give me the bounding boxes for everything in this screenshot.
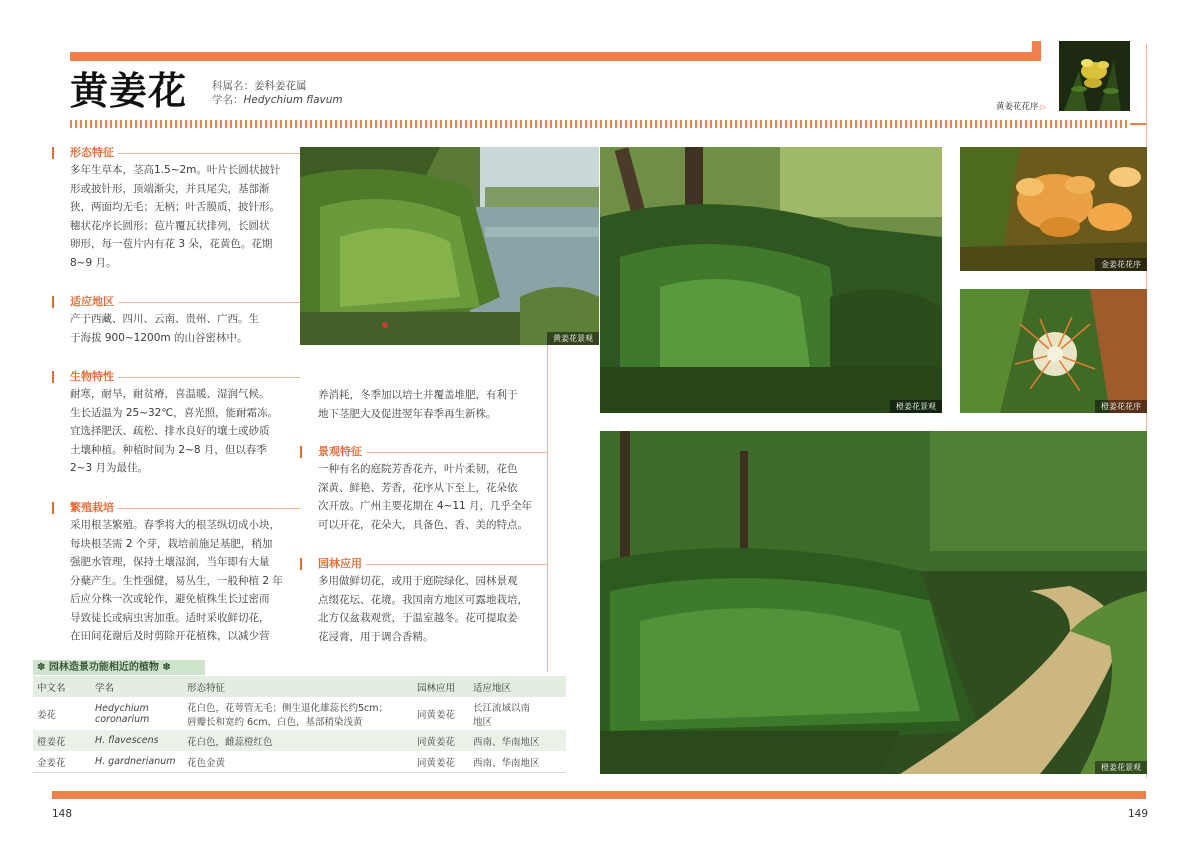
morphology-text <box>70 161 310 272</box>
photo-caption: 金姜花花序 <box>1095 258 1147 271</box>
header-bar-hook <box>1032 41 1041 61</box>
text-line: 产于西藏、四川、云南、贵州、广西。生 <box>70 313 259 325</box>
text-line: 强肥水管理，保持土壤湿润，当年即有大量 <box>70 556 270 568</box>
page-number-left: 148 <box>52 808 73 820</box>
text-line: 穗状花序长圆形；苞片覆瓦状排列，长圆状 <box>70 219 270 232</box>
text-line: 耐寒，耐旱，耐贫瘠，喜温暖、湿润气候。 <box>70 388 270 400</box>
cell-line: 花白色，花萼管无毛；侧生退化雄蕊长约5cm； <box>187 702 389 714</box>
section-heading-garden: 园林应用 <box>318 557 362 570</box>
biology-text <box>70 385 310 478</box>
family-value: 姜科姜花属 <box>254 80 307 92</box>
photo-caption: 橙姜花景观 <box>1095 761 1147 774</box>
text-line: 地下茎肥大及促进翌年春季再生新株。 <box>318 407 497 420</box>
cell-chinese-name: 橙姜花 <box>33 730 91 751</box>
cell-chinese-name: 姜花 <box>33 697 91 730</box>
column-header: 中文名 <box>33 676 91 697</box>
photo-orange-ginger-landscape-1-image <box>600 147 942 413</box>
cell-garden-use: 同黄姜花 <box>413 751 469 772</box>
table-bottom-rule <box>33 772 566 773</box>
cell-scientific-name <box>91 697 183 730</box>
text-line: 分蘖产生。生性强健，易丛生，一般种植 2 年 <box>70 574 283 587</box>
scientific-value: Hedychium flavum <box>243 94 343 106</box>
section-heading-distribution: 适应地区 <box>70 295 114 308</box>
photo-orange-ginger-landscape-2-image <box>600 431 1147 774</box>
inflorescence-thumbnail <box>1059 41 1130 111</box>
text-line: 深黄、鲜艳、芳香，花序从下至上，花朵依 <box>318 481 518 494</box>
column-header: 适应地区 <box>469 676 566 697</box>
text-line: 北方仅盆栽观赏，于温室越冬。花可提取姜 <box>318 612 518 624</box>
thumbnail-caption <box>996 101 1046 113</box>
section-marker <box>52 502 54 514</box>
column-header: 形态特征 <box>183 676 413 697</box>
cell-chinese-name: 金姜花 <box>33 751 91 772</box>
text-line: 点缀花坛、花境。我国南方地区可露地栽培， <box>318 593 528 606</box>
text-line: 狭，两面均无毛；无柄；叶舌膜质，披针形。 <box>70 201 280 213</box>
column-rule <box>547 345 548 672</box>
header-ruler-tail <box>1130 123 1146 125</box>
cell-scientific-name: H. flavescens <box>91 730 183 751</box>
section-marker <box>52 296 54 308</box>
text-line: 多年生草本，茎高1.5~2m。叶片长圆状披针 <box>70 164 281 176</box>
text-line: 一种有名的庭院芳香花卉，叶片柔韧，花色 <box>318 463 518 475</box>
section-marker <box>300 558 302 570</box>
text-line: 于海拔 900~1200m 的山谷密林中。 <box>70 331 248 344</box>
cell-garden-use: 同黄姜花 <box>413 730 469 751</box>
section-marker <box>52 371 54 383</box>
family-label: 科属名： <box>212 80 254 92</box>
triangle-icon: ▷ <box>1040 103 1046 111</box>
cell-line: coronarium <box>95 713 150 725</box>
section-heading-morphology: 形态特征 <box>70 146 114 159</box>
photo-orange-ginger-inflorescence-image <box>960 289 1147 413</box>
photo-yellow-ginger-landscape-image <box>300 147 599 345</box>
cell-garden-use: 同黄姜花 <box>413 697 469 730</box>
column-header: 园林应用 <box>413 676 469 697</box>
table-header-row <box>33 676 566 697</box>
photo-caption: 橙姜花景观 <box>890 400 942 413</box>
landscape-text <box>318 460 548 534</box>
text-line: 导致徒长或病虫害加重。适时采收鲜切花， <box>70 611 270 624</box>
cell-region <box>469 697 566 730</box>
cell-morphology: 花白色，雌蕊橙红色 <box>183 730 413 751</box>
photo-golden-ginger-inflorescence-image <box>960 147 1147 271</box>
text-line: 土壤种植。种植时间为 2~8 月，但以春季 <box>70 443 267 456</box>
text-line: 花浸膏，用于调合香精。 <box>318 630 434 643</box>
photo-orange-ginger-landscape-2 <box>600 431 1147 774</box>
section-marker <box>52 147 54 159</box>
photo-yellow-ginger-landscape <box>300 147 599 345</box>
section-rule <box>118 508 300 509</box>
section-heading-propagation: 繁殖栽培 <box>70 501 114 514</box>
column-header: 学名 <box>91 676 183 697</box>
photo-caption: 橙姜花花序 <box>1095 400 1147 413</box>
text-line: 卵形，每一苞片内有花 3 朵，花黄色。花期 <box>70 238 273 250</box>
text-line: 次开放。广州主要花期在 4~11 月，几乎全年 <box>318 500 533 512</box>
header-bar <box>70 52 1038 61</box>
family-line <box>212 79 307 94</box>
propagation-text <box>70 516 310 646</box>
text-line: 采用根茎繁殖。春季将大的根茎纵切成小块， <box>70 519 280 531</box>
table-row <box>33 751 566 772</box>
text-line: 后应分株一次或轮作，避免植株生长过密而 <box>70 593 270 605</box>
scientific-name-line <box>212 93 343 108</box>
photo-orange-ginger-landscape-1 <box>600 147 942 413</box>
text-line: 8~9 月。 <box>70 256 117 269</box>
section-heading-landscape: 景观特征 <box>318 445 362 458</box>
cell-region: 西南、华南地区 <box>469 751 566 772</box>
garden-text <box>318 572 548 646</box>
propagation-continued-text <box>318 386 548 423</box>
section-rule <box>118 153 300 154</box>
scientific-label: 学名： <box>212 94 244 106</box>
section-marker <box>300 446 302 458</box>
cell-line: Hedychium <box>95 702 149 714</box>
text-line: 养消耗，冬季加以培土并覆盖堆肥，有利于 <box>318 389 518 401</box>
cell-line: 长江流域以南 <box>473 702 531 714</box>
section-rule <box>118 377 300 378</box>
text-line: 生长适温为 25~32℃，喜光照，能耐霜冻。 <box>70 406 279 419</box>
text-line: 形或披针形，顶端渐尖，并具尾尖，基部渐 <box>70 182 270 195</box>
text-line: 每块根茎需 2 个芽，栽培前施足基肥，稍加 <box>70 537 273 550</box>
cell-scientific-name: H. gardnerianum <box>91 751 183 772</box>
page-title: 黄姜花 <box>70 69 188 113</box>
cell-region: 西南、华南地区 <box>469 730 566 751</box>
section-rule <box>366 452 547 453</box>
header-ruler <box>70 120 1130 128</box>
inflorescence-thumbnail-image <box>1059 41 1130 111</box>
thumbnail-caption-text: 黄姜花花序 <box>996 102 1039 112</box>
cell-line: 唇瓣长和宽约 6cm，白色，基部稍染浅黄 <box>187 716 363 728</box>
text-line: 2~3 月为最佳。 <box>70 462 148 474</box>
similar-plants-table <box>33 676 566 772</box>
text-line: 在田间花谢后及时剪除开花植株，以减少营 <box>70 630 270 642</box>
table-row <box>33 697 566 730</box>
text-line: 多用做鲜切花，或用于庭院绿化、园林景观 <box>318 575 518 587</box>
section-rule <box>366 564 547 565</box>
section-rule <box>118 302 300 303</box>
text-line: 可以开花，花朵大，具备色、香、美的特点。 <box>318 518 528 531</box>
photo-golden-ginger-inflorescence <box>960 147 1147 271</box>
cell-morphology <box>183 697 413 730</box>
table-row <box>33 730 566 751</box>
section-heading-biology: 生物特性 <box>70 370 114 383</box>
cell-morphology: 花色金黄 <box>183 751 413 772</box>
text-line: 宜选择肥沃、疏松、排水良好的壤土或砂质 <box>70 425 270 437</box>
photo-caption: 黄姜花景观 <box>547 332 599 345</box>
footer-bar <box>52 791 1146 799</box>
cell-line: 地区 <box>473 716 493 728</box>
distribution-text <box>70 310 310 347</box>
photo-orange-ginger-inflorescence <box>960 289 1147 413</box>
table-title: ✽ 园林造景功能相近的植物 ✽ <box>33 660 205 675</box>
page-number-right: 149 <box>1128 808 1149 820</box>
